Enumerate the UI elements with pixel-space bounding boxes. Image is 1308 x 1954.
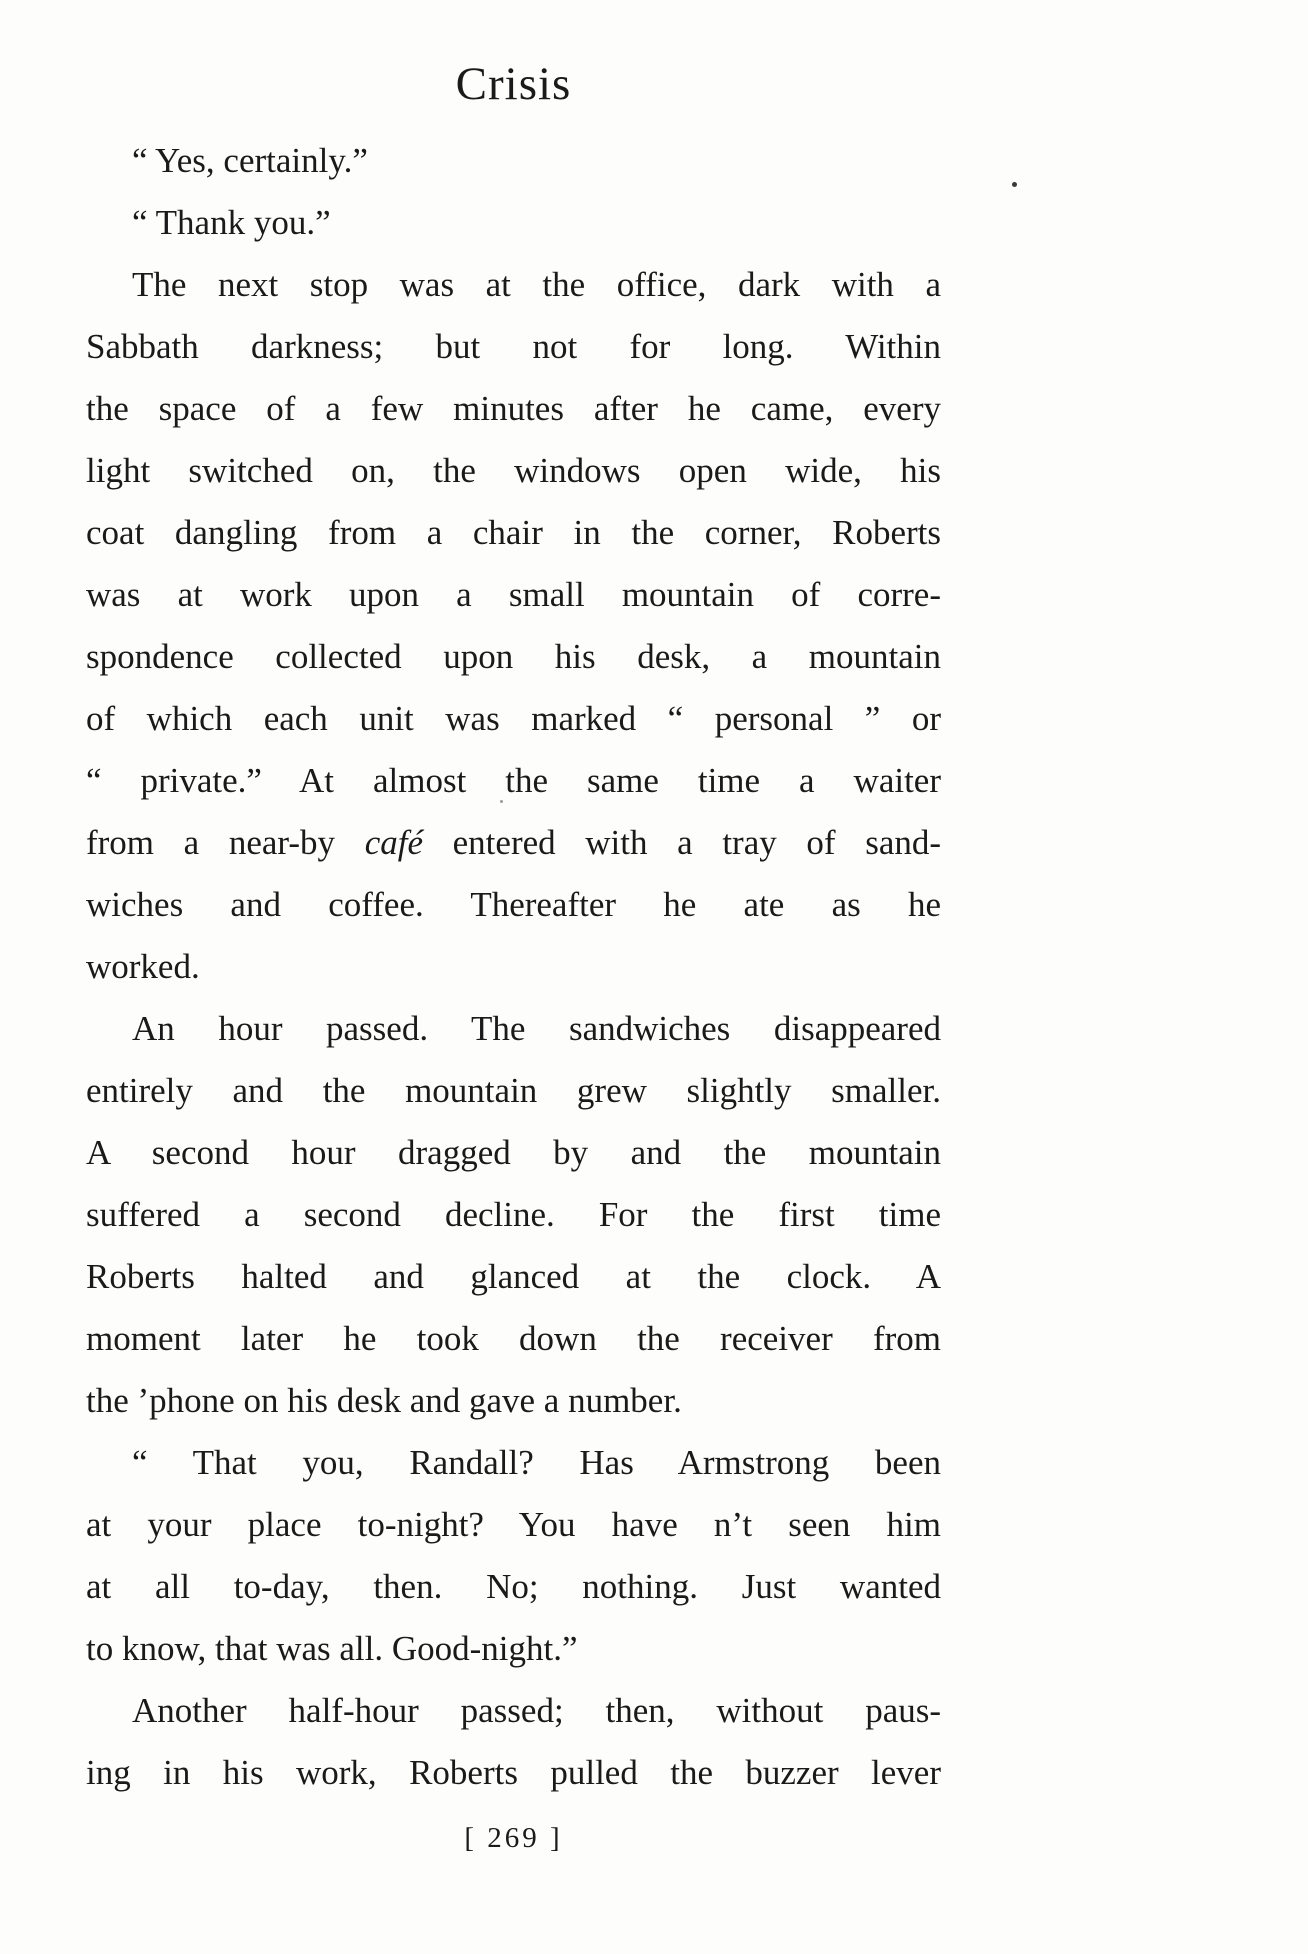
text-line: “ private.” At almost the same time a waiter — [86, 761, 941, 800]
text-line: at all to-day, then. No; nothing. Just wanted — [86, 1567, 941, 1606]
text-line: at your place to-night? You have n’t seen him — [86, 1505, 941, 1544]
text-line: to know, that was all. Good-night.” — [86, 1629, 578, 1668]
text-line: coat dangling from a chair in the corner, Roberts — [86, 513, 941, 552]
text-line: wiches and coffee. Thereafter he ate as he — [86, 885, 941, 924]
text-line: the space of a few minutes after he came, every — [86, 389, 941, 428]
text-line: the ’phone on his desk and gave a number. — [86, 1381, 682, 1420]
page-number: [ 269 ] — [464, 1822, 563, 1854]
text-line: worked. — [86, 947, 200, 986]
scan-speck — [500, 800, 503, 803]
paragraph — [86, 998, 941, 1432]
running-head-title: Crisis — [455, 58, 572, 110]
text-line: spondence collected upon his desk, a mountain — [86, 637, 941, 676]
italic-word: café — [364, 823, 423, 862]
text-line: An hour passed. The sandwiches disappeared — [132, 1009, 941, 1048]
text-line: was at work upon a small mountain of corre- — [86, 575, 941, 614]
paragraph — [86, 130, 941, 192]
text-line: A second hour dragged by and the mountain — [86, 1133, 941, 1172]
text-line: of which each unit was marked “ personal ” or — [86, 699, 941, 738]
paragraph — [86, 1680, 941, 1804]
scan-speck — [1012, 182, 1017, 187]
text-line: The next stop was at the office, dark with a — [132, 265, 941, 304]
text-line: “ Thank you.” — [132, 203, 331, 242]
text-line: “ That you, Randall? Has Armstrong been — [132, 1443, 941, 1482]
body-text — [86, 130, 941, 1804]
text-line: ing in his work, Roberts pulled the buzzer lever — [86, 1753, 941, 1792]
text-block — [86, 48, 941, 1862]
text-line: from a near-by café entered with a tray of sand- — [86, 823, 942, 862]
text-line: Roberts halted and glanced at the clock. A — [86, 1257, 941, 1296]
text-line: moment later he took down the receiver from — [86, 1319, 941, 1358]
text-line: “ Yes, certainly.” — [132, 141, 368, 180]
text-line: suffered a second decline. For the first time — [86, 1195, 941, 1234]
paragraph — [86, 1432, 941, 1680]
text-line: Sabbath darkness; but not for long. Within — [86, 327, 941, 366]
text-line: entirely and the mountain grew slightly smaller. — [86, 1071, 941, 1110]
text-line: Another half-hour passed; then, without paus- — [132, 1691, 941, 1730]
paragraph — [86, 192, 941, 254]
text-line: light switched on, the windows open wide, his — [86, 451, 941, 490]
paragraph — [86, 254, 941, 998]
